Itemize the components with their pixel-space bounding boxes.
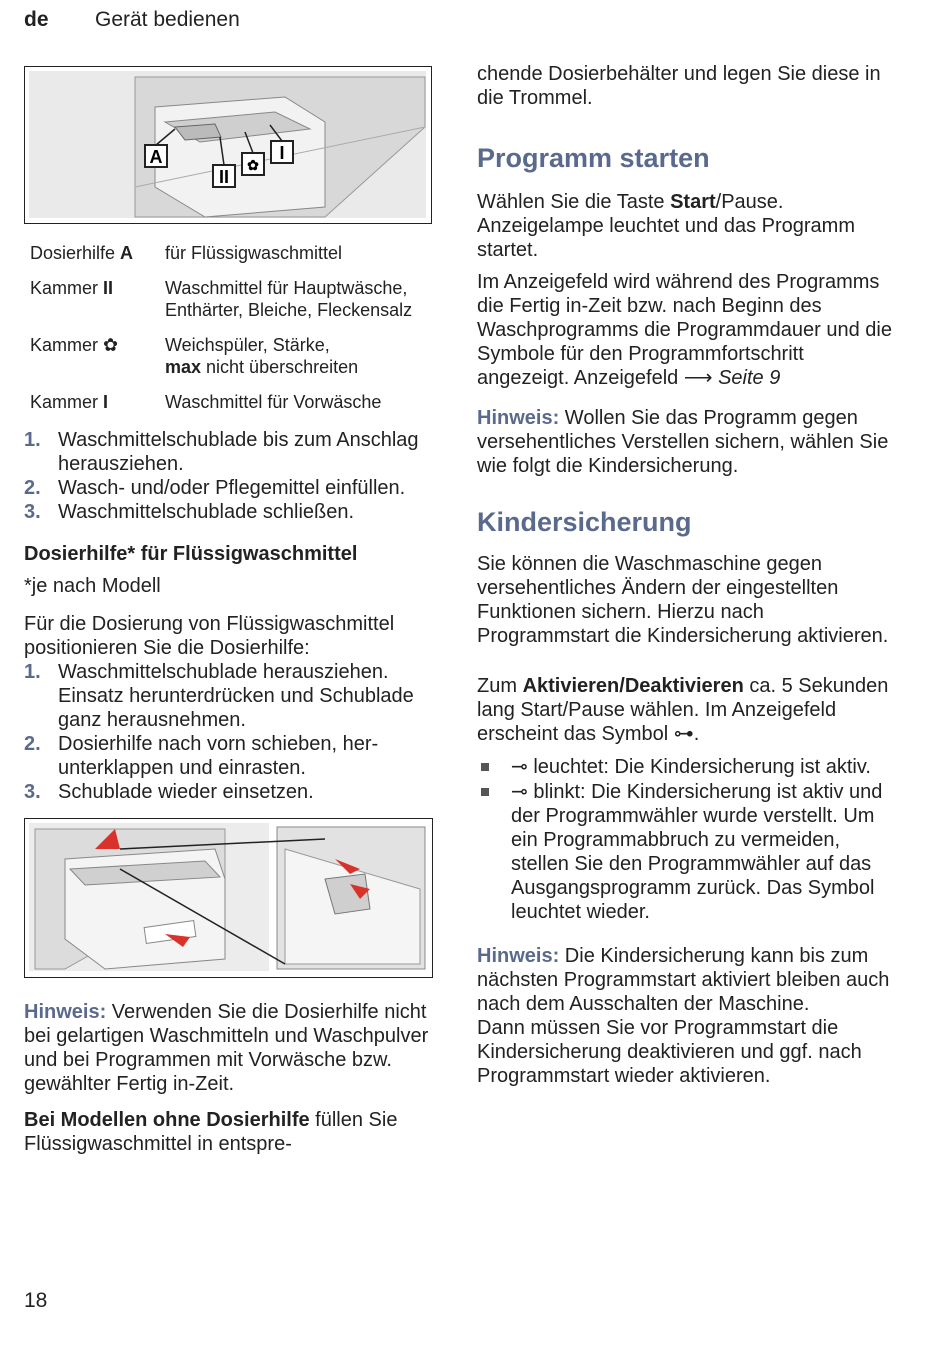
dosier-intro: Für die Dosierung von Flüssigwaschmittel positionieren Sie die Dosierhilfe:: [24, 613, 395, 659]
compartment-legend: [30, 242, 430, 426]
label-flower: ✿: [247, 157, 259, 173]
list-item: ⊸ leuchtet: Die Kindersicherung ist aktiv.: [477, 754, 897, 779]
model-note: *je nach Modell: [24, 575, 161, 597]
programm-heading: Programm starten: [477, 143, 710, 173]
kinder-p1: Sie können die Waschmaschine gegen versehentliches Ändern der eingestellten Funktionen sichern. Hierzu nach Programmstart die Kindersicherung aktivieren.: [477, 553, 889, 647]
list-item: 1. Waschmittelschublade herausziehen. Einsatz herunterdrücken und Schublade ganz herausnehmen.: [24, 661, 414, 731]
list-item: 1. Waschmittelschublade bis zum Anschlag herausziehen.: [24, 429, 419, 475]
no-dosier-continued: chende Dosierbehälter und legen Sie diese in die Trommel.: [477, 63, 881, 109]
legend-row: Kammer ✿ Weichspüler, Stärke, max nicht überschreiten: [30, 335, 359, 377]
kinder-p2: Zum Aktivieren/Deaktivieren ca. 5 Sekunden lang Start/Pause wählen. Im Anzeigefeld erscheint das Symbol ⊶.: [477, 675, 889, 745]
legend-row: Dosierhilfe A für Flüssigwaschmittel: [30, 243, 343, 263]
label-ii: II: [218, 167, 230, 187]
label-a: A: [149, 147, 163, 167]
dosier-steps-list: [24, 660, 444, 804]
dosier-heading: Dosierhilfe* für Flüssigwaschmittel: [24, 543, 358, 565]
kinder-bullets: [477, 754, 897, 924]
label-i: I: [279, 143, 285, 163]
kinder-hint-continued: Dann müssen Sie vor Programmstart die Kindersicherung deaktivieren und ggf. nach Programmstart wieder aktivieren.: [477, 1017, 862, 1087]
kinder-hint: Hinweis: Die Kindersicherung kann bis zum nächsten Programmstart aktiviert bleiben auch nach dem Ausschalten der Maschine.: [477, 945, 890, 1015]
key-icon: ⊸: [511, 754, 528, 778]
key-icon: ⊸: [511, 779, 528, 803]
no-dosier-text: Bei Modellen ohne Dosierhilfe füllen Sie Flüssigwaschmittel in entspre-: [24, 1109, 398, 1155]
list-item: 3. Schublade wieder einsetzen.: [24, 781, 314, 803]
legend-row: Kammer I Waschmittel für Vorwäsche: [30, 392, 382, 412]
list-item: ⊸ blinkt: Die Kindersicherung ist aktiv und der Programmwähler wurde verstellt. Um ein Programmabbruch zu vermeiden, stellen Sie den Programmwähler auf das Ausgangsprogramm zurück. Das Symbol leuchtet wieder.: [477, 779, 897, 924]
right-column: [477, 62, 897, 1096]
list-item: 3. Waschmittelschublade schließen.: [24, 501, 355, 523]
dosier-insert-figure: [24, 818, 433, 978]
kinder-heading: Kindersicherung: [477, 507, 692, 537]
programm-hint: Hinweis: Wollen Sie das Programm gegen versehentliches Verstellen sichern, wählen Sie wie folgt die Kindersicherung.: [477, 407, 889, 477]
section-title: Gerät bedienen: [95, 8, 240, 31]
list-item: 2. Dosierhilfe nach vorn schieben, herunterklappen und einrasten.: [24, 733, 379, 779]
fill-steps-list: [24, 428, 444, 524]
detergent-drawer-figure: [24, 66, 432, 224]
programm-p1: Wählen Sie die Taste Start/Pause. Anzeigelampe leuchtet und das Programm startet.: [477, 191, 855, 261]
programm-p2: Im Anzeigefeld wird während des Programms die Fertig in-Zeit bzw. nach Beginn des Waschprogramms die Programmdauer und die Symbole für den Programmfortschritt angezeigt. Anzeigefeld ⟶ Seite 9: [477, 271, 892, 389]
language-tag: de: [24, 8, 49, 31]
drawer-illustration: [25, 67, 430, 222]
page-number: 18: [24, 1289, 48, 1312]
left-column: [24, 66, 444, 1164]
dosier-illustration: [25, 819, 431, 976]
list-item: 2. Wasch- und/oder Pflegemittel einfüllen.: [24, 477, 406, 499]
dosier-hint: Hinweis: Verwenden Sie die Dosierhilfe nicht bei gelartigen Waschmitteln und Waschpulver und bei Programmen mit Vorwäsche bzw. gewählter Fertig in-Zeit.: [24, 1001, 429, 1095]
legend-row: Kammer II Waschmittel für Hauptwäsche, Enthärter, Bleiche, Fleckensalz: [30, 278, 413, 320]
